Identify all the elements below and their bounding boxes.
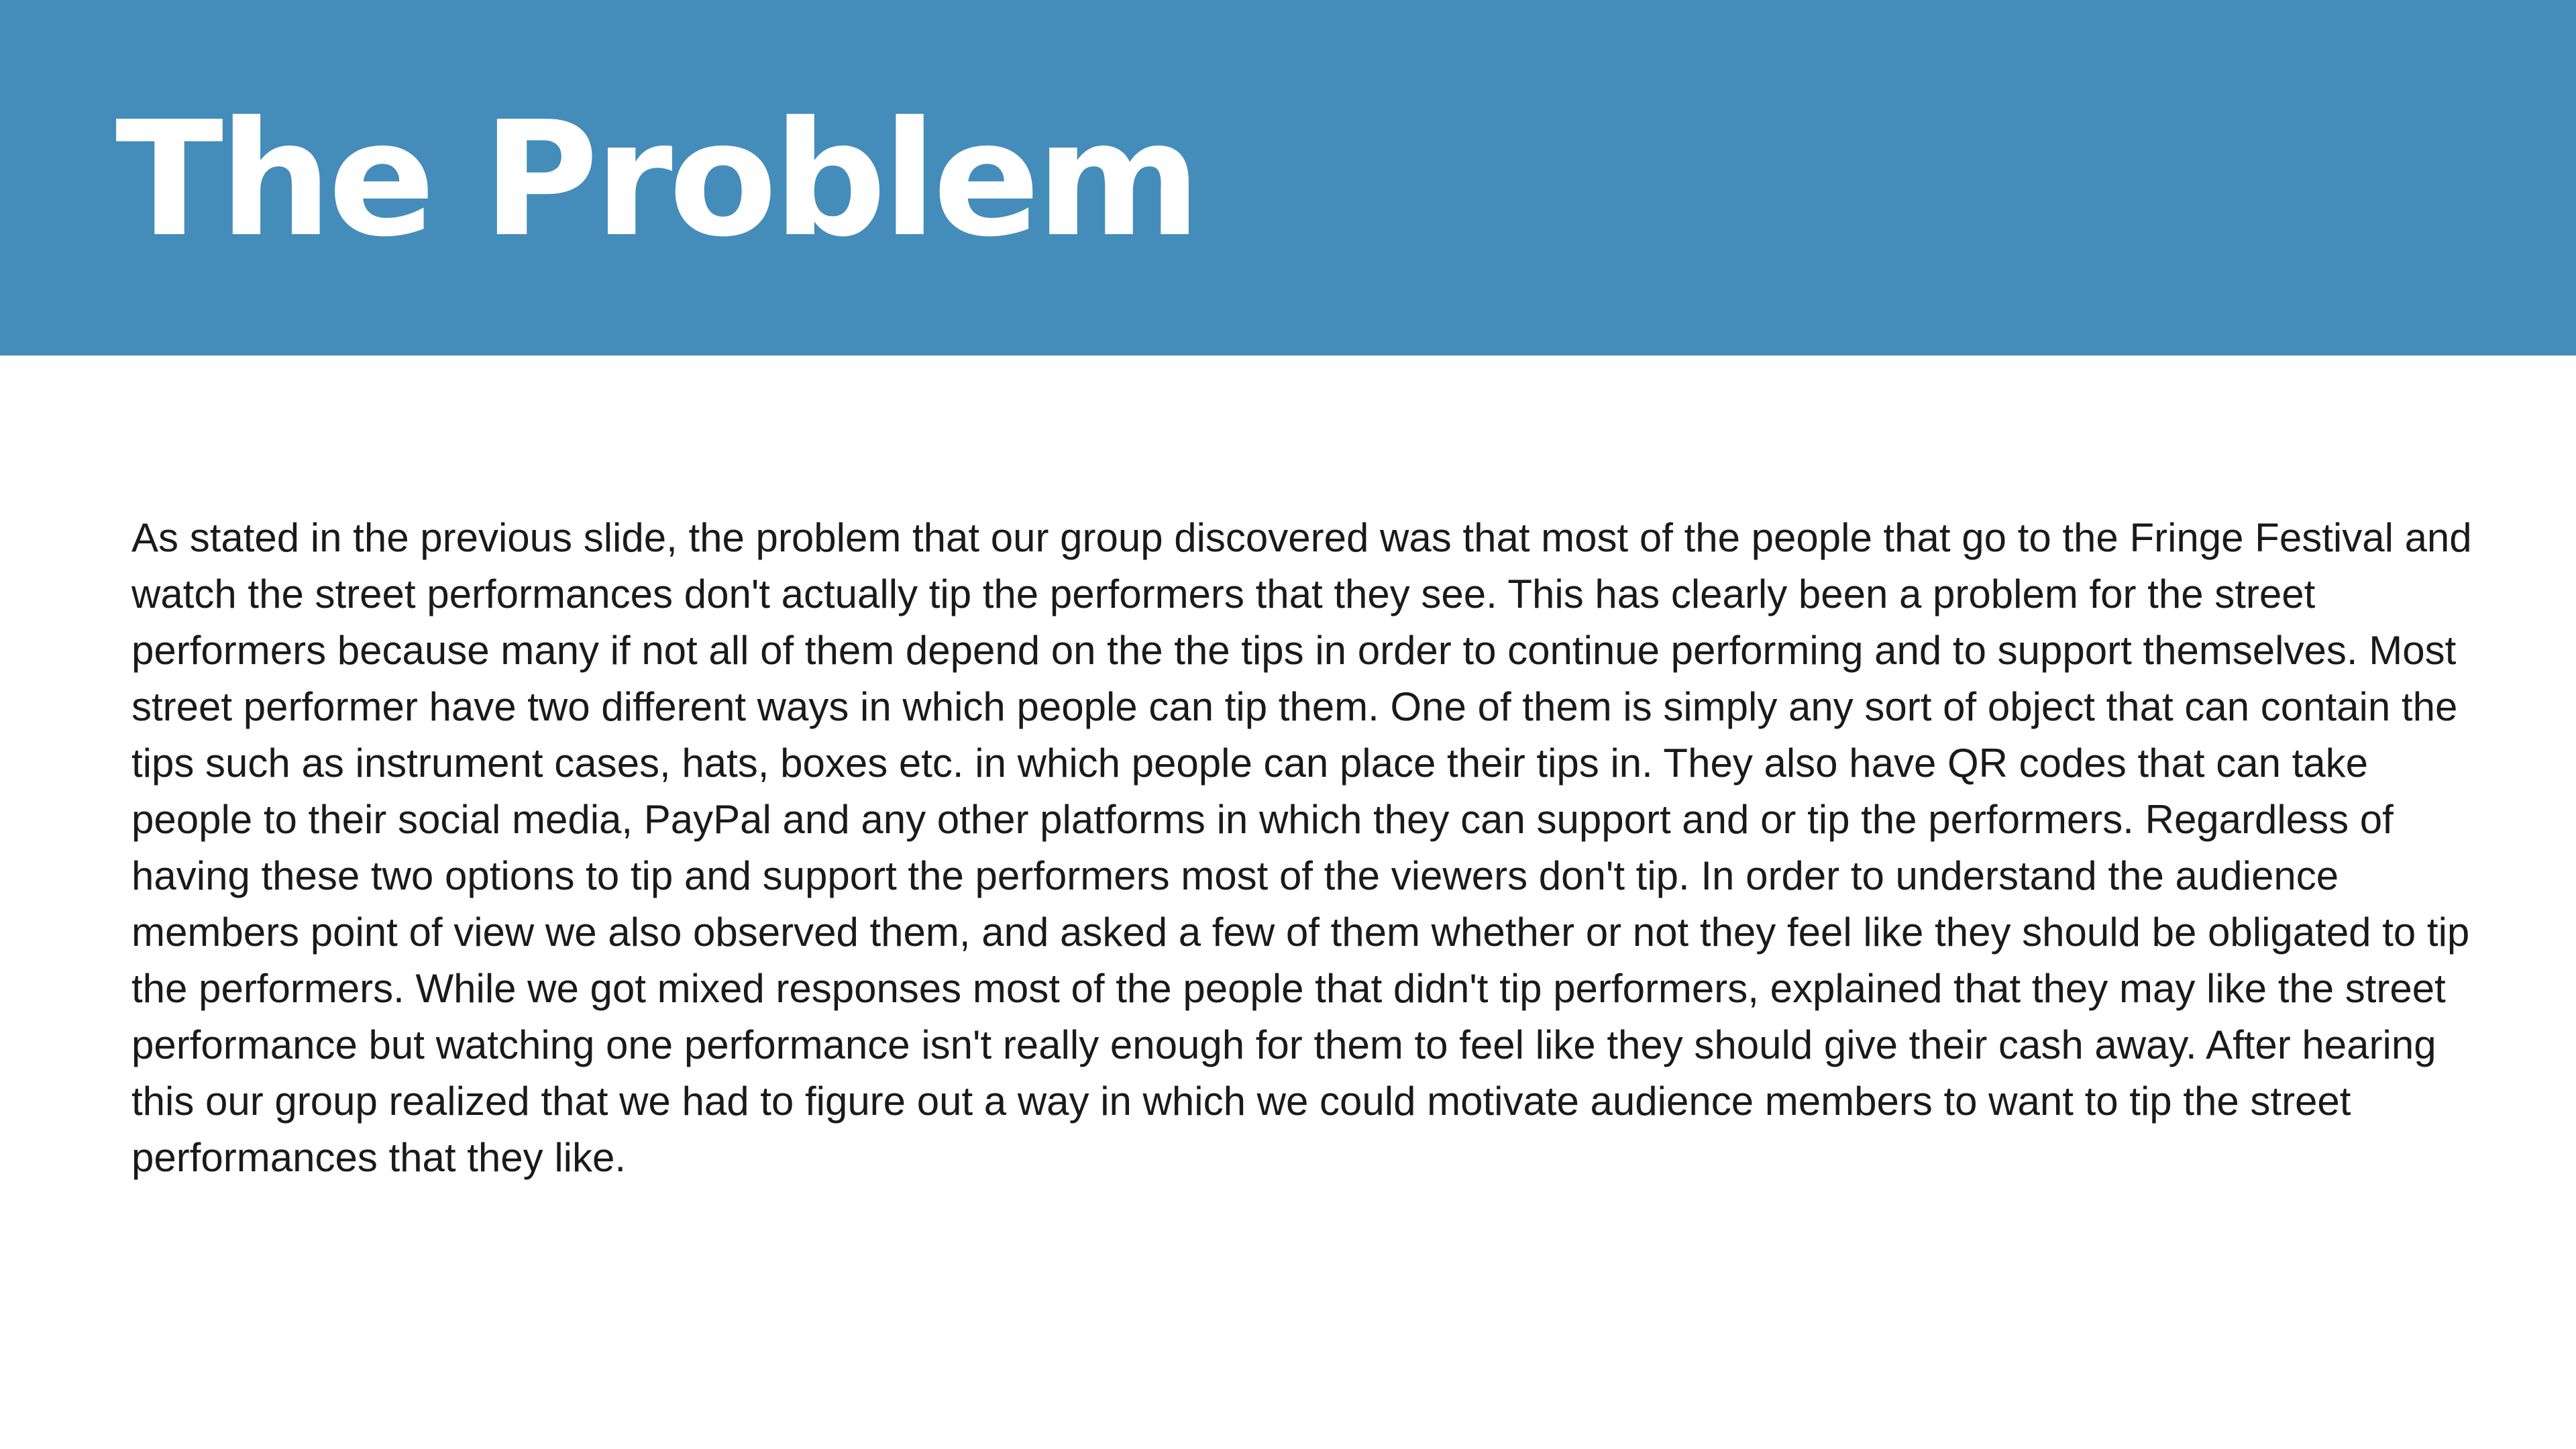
slide-body-text: As stated in the previous slide, the problem that our group discovered was that most of the people that go to the Fringe Festival and watch the street performances don't actually tip the performers that they see. This has clearly been a problem for the street performers because many if not all of them depend on the the tips in order to continue performing and to support themselves. Most street performer have two different ways in which people can tip them. One of them is simply any sort of object that can contain the tips such as instrument cases, hats, boxes etc. in which people can place their tips in. They also have QR codes that can take people to their social media, PayPal and any other platforms in which they can support and or tip the performers. Regardless of having these two options to tip and support the performers most of the viewers don't tip. In order to understand the audience members point of view we also observed them, and asked a few of them whether or not they feel like they should be obligated to tip the performers. While we got mixed responses most of the people that didn't tip performers, explained that they may like the street performance but watching one performance isn't really enough for them to feel like they should give their cash away. After hearing this our group realized that we had to figure out a way in which we could motivate audience members to want to tip the street performances that they like. [131,515,2472,1180]
header-band [0,0,2576,356]
slide-title: The Problem [115,87,1197,272]
